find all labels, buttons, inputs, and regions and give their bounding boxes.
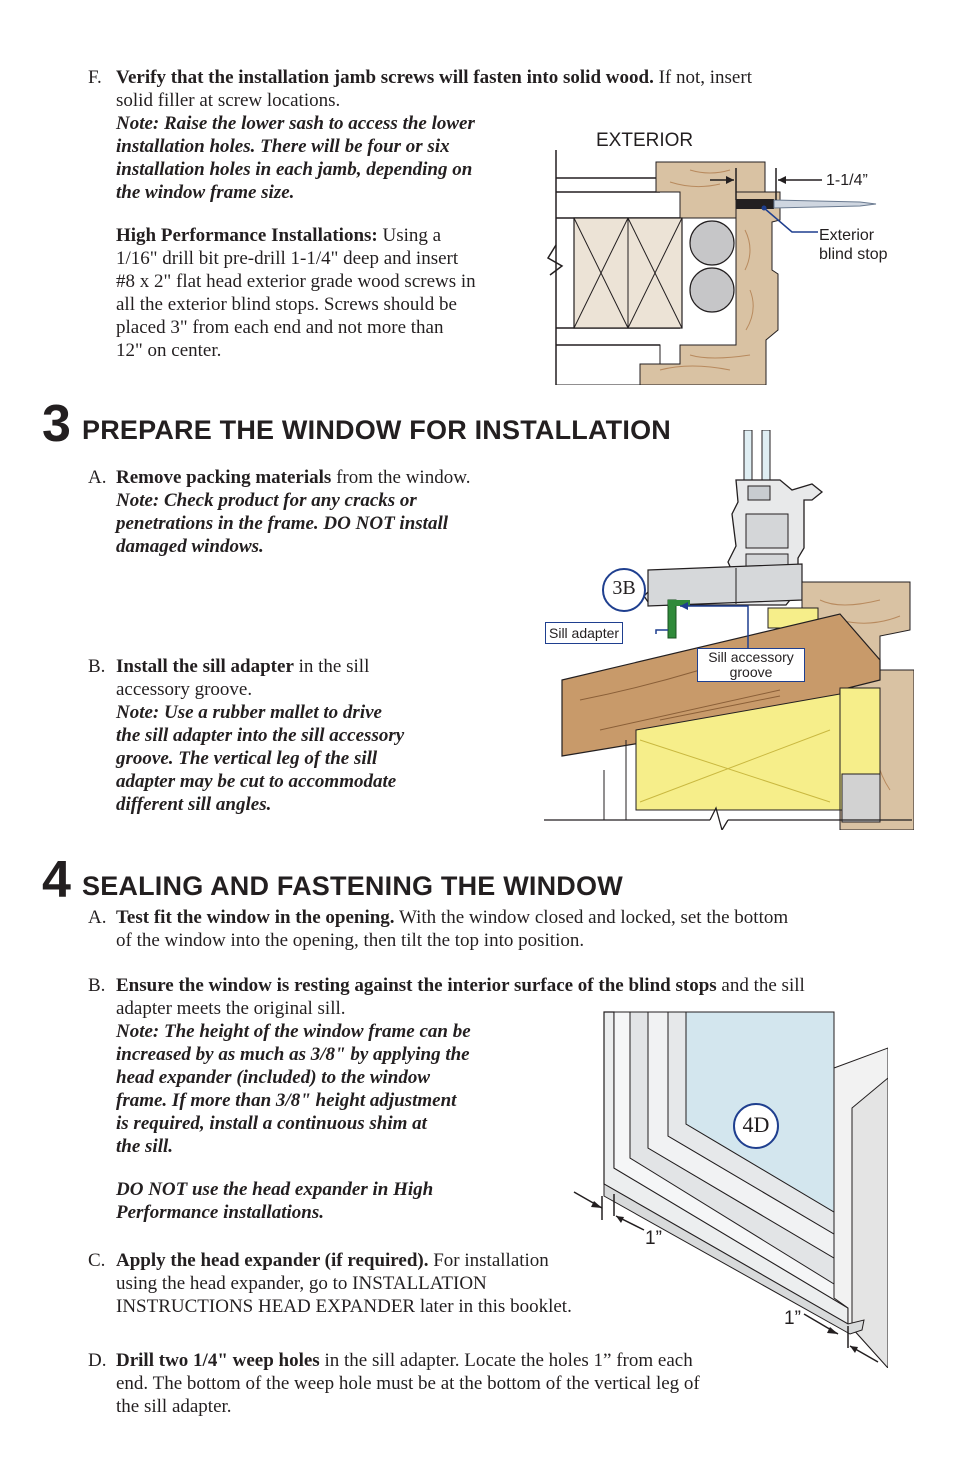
dimension-label: 1-1/4” bbox=[826, 172, 868, 189]
dimension-1-inch-left: 1” bbox=[645, 1228, 662, 1249]
step-f-bold: Verify that the installation jamb screws will fasten into solid wood. bbox=[116, 67, 654, 88]
section-3-number: 3 bbox=[42, 395, 71, 453]
section-4-number: 4 bbox=[42, 851, 71, 909]
figure-exterior-label: EXTERIOR bbox=[596, 130, 694, 151]
step-letter: F. bbox=[88, 67, 102, 88]
section-3-title: PREPARE THE WINDOW FOR INSTALLATION bbox=[82, 415, 671, 445]
exterior-blind-stop-callout: Exterior blind stop bbox=[819, 227, 888, 263]
sill-adapter-callout: Sill adapter bbox=[545, 622, 623, 644]
section-4-title: SEALING AND FASTENING THE WINDOW bbox=[82, 871, 623, 901]
figure-3b-badge: 3B bbox=[612, 577, 636, 599]
sill-accessory-groove-callout: Sill accessory groove bbox=[697, 648, 805, 682]
high-performance-label: High Performance Installations: bbox=[116, 225, 378, 246]
figure-4d-badge: 4D bbox=[742, 1112, 770, 1137]
dimension-1-inch-right: 1” bbox=[784, 1308, 801, 1329]
figure-window-corner bbox=[568, 1008, 888, 1368]
